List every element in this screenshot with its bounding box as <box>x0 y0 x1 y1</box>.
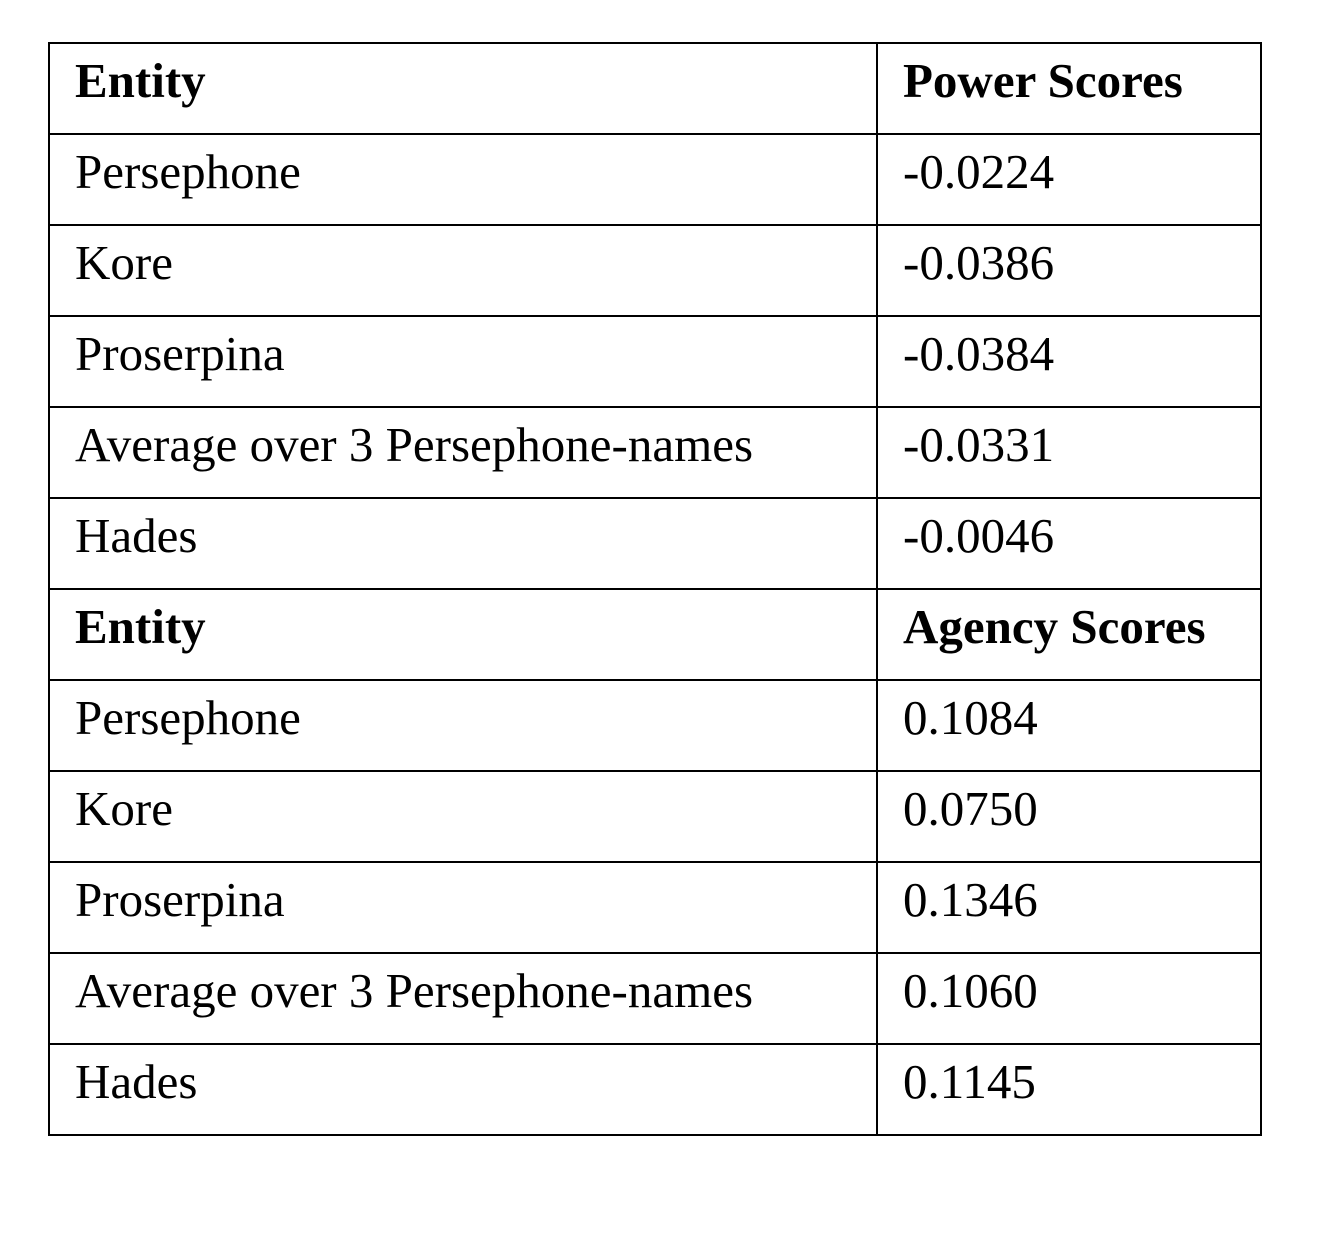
table-row <box>49 498 1261 589</box>
score-cell: 0.1060 <box>877 953 1261 1044</box>
entity-cell: Hades <box>49 1044 877 1135</box>
power-scores-header: Power Scores <box>877 43 1261 134</box>
score-cell: 0.0750 <box>877 771 1261 862</box>
table-row <box>49 225 1261 316</box>
scores-table <box>48 42 1262 1136</box>
power-header-row <box>49 43 1261 134</box>
score-cell: 0.1084 <box>877 680 1261 771</box>
agency-header-row <box>49 589 1261 680</box>
table-row <box>49 316 1261 407</box>
score-cell: 0.1145 <box>877 1044 1261 1135</box>
entity-cell: Hades <box>49 498 877 589</box>
table-row <box>49 407 1261 498</box>
score-cell: 0.1346 <box>877 862 1261 953</box>
score-cell: -0.0386 <box>877 225 1261 316</box>
table-row <box>49 953 1261 1044</box>
score-cell: -0.0331 <box>877 407 1261 498</box>
entity-cell: Proserpina <box>49 862 877 953</box>
score-cell: -0.0384 <box>877 316 1261 407</box>
table-row <box>49 862 1261 953</box>
entity-header: Entity <box>49 43 877 134</box>
table-row <box>49 1044 1261 1135</box>
entity-cell: Average over 3 Persephone-names <box>49 407 877 498</box>
entity-cell: Kore <box>49 771 877 862</box>
entity-cell: Kore <box>49 225 877 316</box>
agency-scores-header: Agency Scores <box>877 589 1261 680</box>
entity-header: Entity <box>49 589 877 680</box>
score-cell: -0.0224 <box>877 134 1261 225</box>
score-cell: -0.0046 <box>877 498 1261 589</box>
entity-cell: Persephone <box>49 680 877 771</box>
entity-cell: Proserpina <box>49 316 877 407</box>
table-row <box>49 680 1261 771</box>
table-row <box>49 771 1261 862</box>
entity-cell: Average over 3 Persephone-names <box>49 953 877 1044</box>
entity-cell: Persephone <box>49 134 877 225</box>
table-row <box>49 134 1261 225</box>
